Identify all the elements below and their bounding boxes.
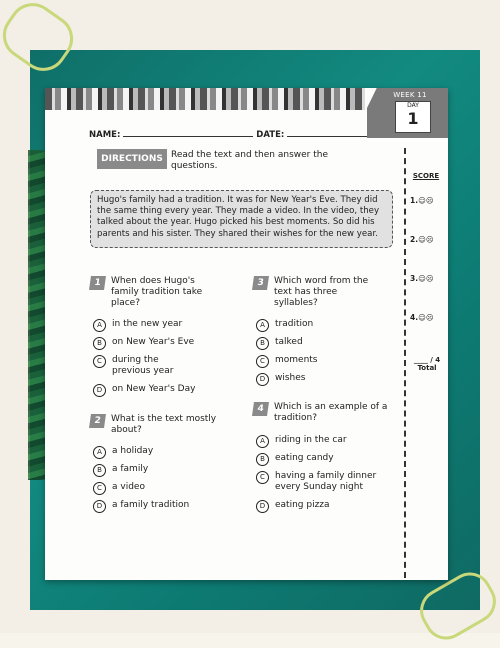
q4-option-d[interactable]: D eating pizza bbox=[256, 500, 395, 513]
smiley-frown-icon: ☺☹ bbox=[418, 235, 434, 244]
question-text: Which word from the text has three syllables? bbox=[274, 276, 369, 308]
name-label: NAME: bbox=[89, 130, 121, 140]
q3-option-c[interactable]: C moments bbox=[256, 355, 395, 368]
q2-option-b[interactable]: B a family bbox=[93, 464, 232, 477]
score-header: SCORE bbox=[412, 172, 440, 180]
score-total bbox=[409, 356, 445, 372]
q2-option-c[interactable]: C a video bbox=[93, 482, 232, 495]
directions-badge: DIRECTIONS bbox=[97, 149, 167, 169]
question-2 bbox=[90, 414, 221, 436]
q1-option-d[interactable]: D on New Year's Day bbox=[93, 384, 232, 397]
smiley-frown-icon: ☺☹ bbox=[418, 313, 434, 322]
q4-option-a[interactable]: A riding in the car bbox=[256, 435, 395, 448]
name-date-row bbox=[89, 127, 367, 140]
q2-option-a[interactable]: A a holiday bbox=[93, 446, 232, 459]
week-label: WEEK 11 bbox=[393, 91, 427, 99]
question-text: When does Hugo's family tradition take place? bbox=[111, 276, 203, 308]
score-item-2[interactable]: 2.☺☹ bbox=[410, 235, 434, 244]
date-label: DATE: bbox=[256, 130, 285, 140]
q3-option-a[interactable]: A tradition bbox=[256, 319, 395, 332]
q1-option-c[interactable]: C during the previous year bbox=[93, 355, 192, 377]
q3-option-d[interactable]: D wishes bbox=[256, 373, 395, 386]
q2-option-d[interactable]: D a family tradition bbox=[93, 500, 232, 513]
q4-option-c[interactable]: C having a family dinner every Sunday night bbox=[256, 471, 395, 493]
score-item-1[interactable]: 1.☺☹ bbox=[410, 196, 434, 205]
score-item-4[interactable]: 4.☺☹ bbox=[410, 313, 434, 322]
score-item-3[interactable]: 3.☺☹ bbox=[410, 274, 434, 283]
question-number: 2 bbox=[89, 414, 106, 428]
smiley-frown-icon: ☺☹ bbox=[418, 196, 434, 205]
q4-option-b[interactable]: B eating candy bbox=[256, 453, 395, 466]
question-number: 4 bbox=[252, 402, 269, 416]
date-field[interactable] bbox=[287, 127, 367, 137]
smiley-frown-icon: ☺☹ bbox=[418, 274, 434, 283]
day-box bbox=[395, 101, 431, 133]
question-number: 1 bbox=[89, 276, 106, 290]
question-4 bbox=[253, 402, 399, 424]
q1-option-b[interactable]: B on New Year's Eve bbox=[93, 337, 232, 350]
reading-passage: Hugo's family had a tradition. It was for New Year's Eve. They did the same thing every year. They made a video. In the video, they talked about the year. Hugo picked his best moments. So did his parents and his sister. They shared their wishes for the new year. bbox=[90, 190, 393, 248]
total-fraction: ____ / 4 bbox=[413, 356, 441, 364]
question-3 bbox=[253, 276, 369, 309]
question-text: Which is an example of a tradition? bbox=[274, 402, 388, 423]
question-text: What is the text mostly about? bbox=[111, 414, 217, 435]
q3-option-b[interactable]: B talked bbox=[256, 337, 395, 350]
name-field[interactable] bbox=[123, 127, 253, 137]
day-number: 1 bbox=[407, 109, 419, 128]
day-label: DAY bbox=[407, 102, 419, 109]
score-divider bbox=[404, 148, 406, 578]
question-number: 3 bbox=[252, 276, 269, 290]
tree-banner bbox=[45, 88, 365, 110]
total-label: Total bbox=[417, 364, 437, 372]
directions-text: Read the text and then answer the questions. bbox=[171, 150, 328, 171]
q1-option-a[interactable]: A in the new year bbox=[93, 319, 232, 332]
question-1 bbox=[90, 276, 221, 309]
worksheet-page bbox=[45, 88, 448, 580]
